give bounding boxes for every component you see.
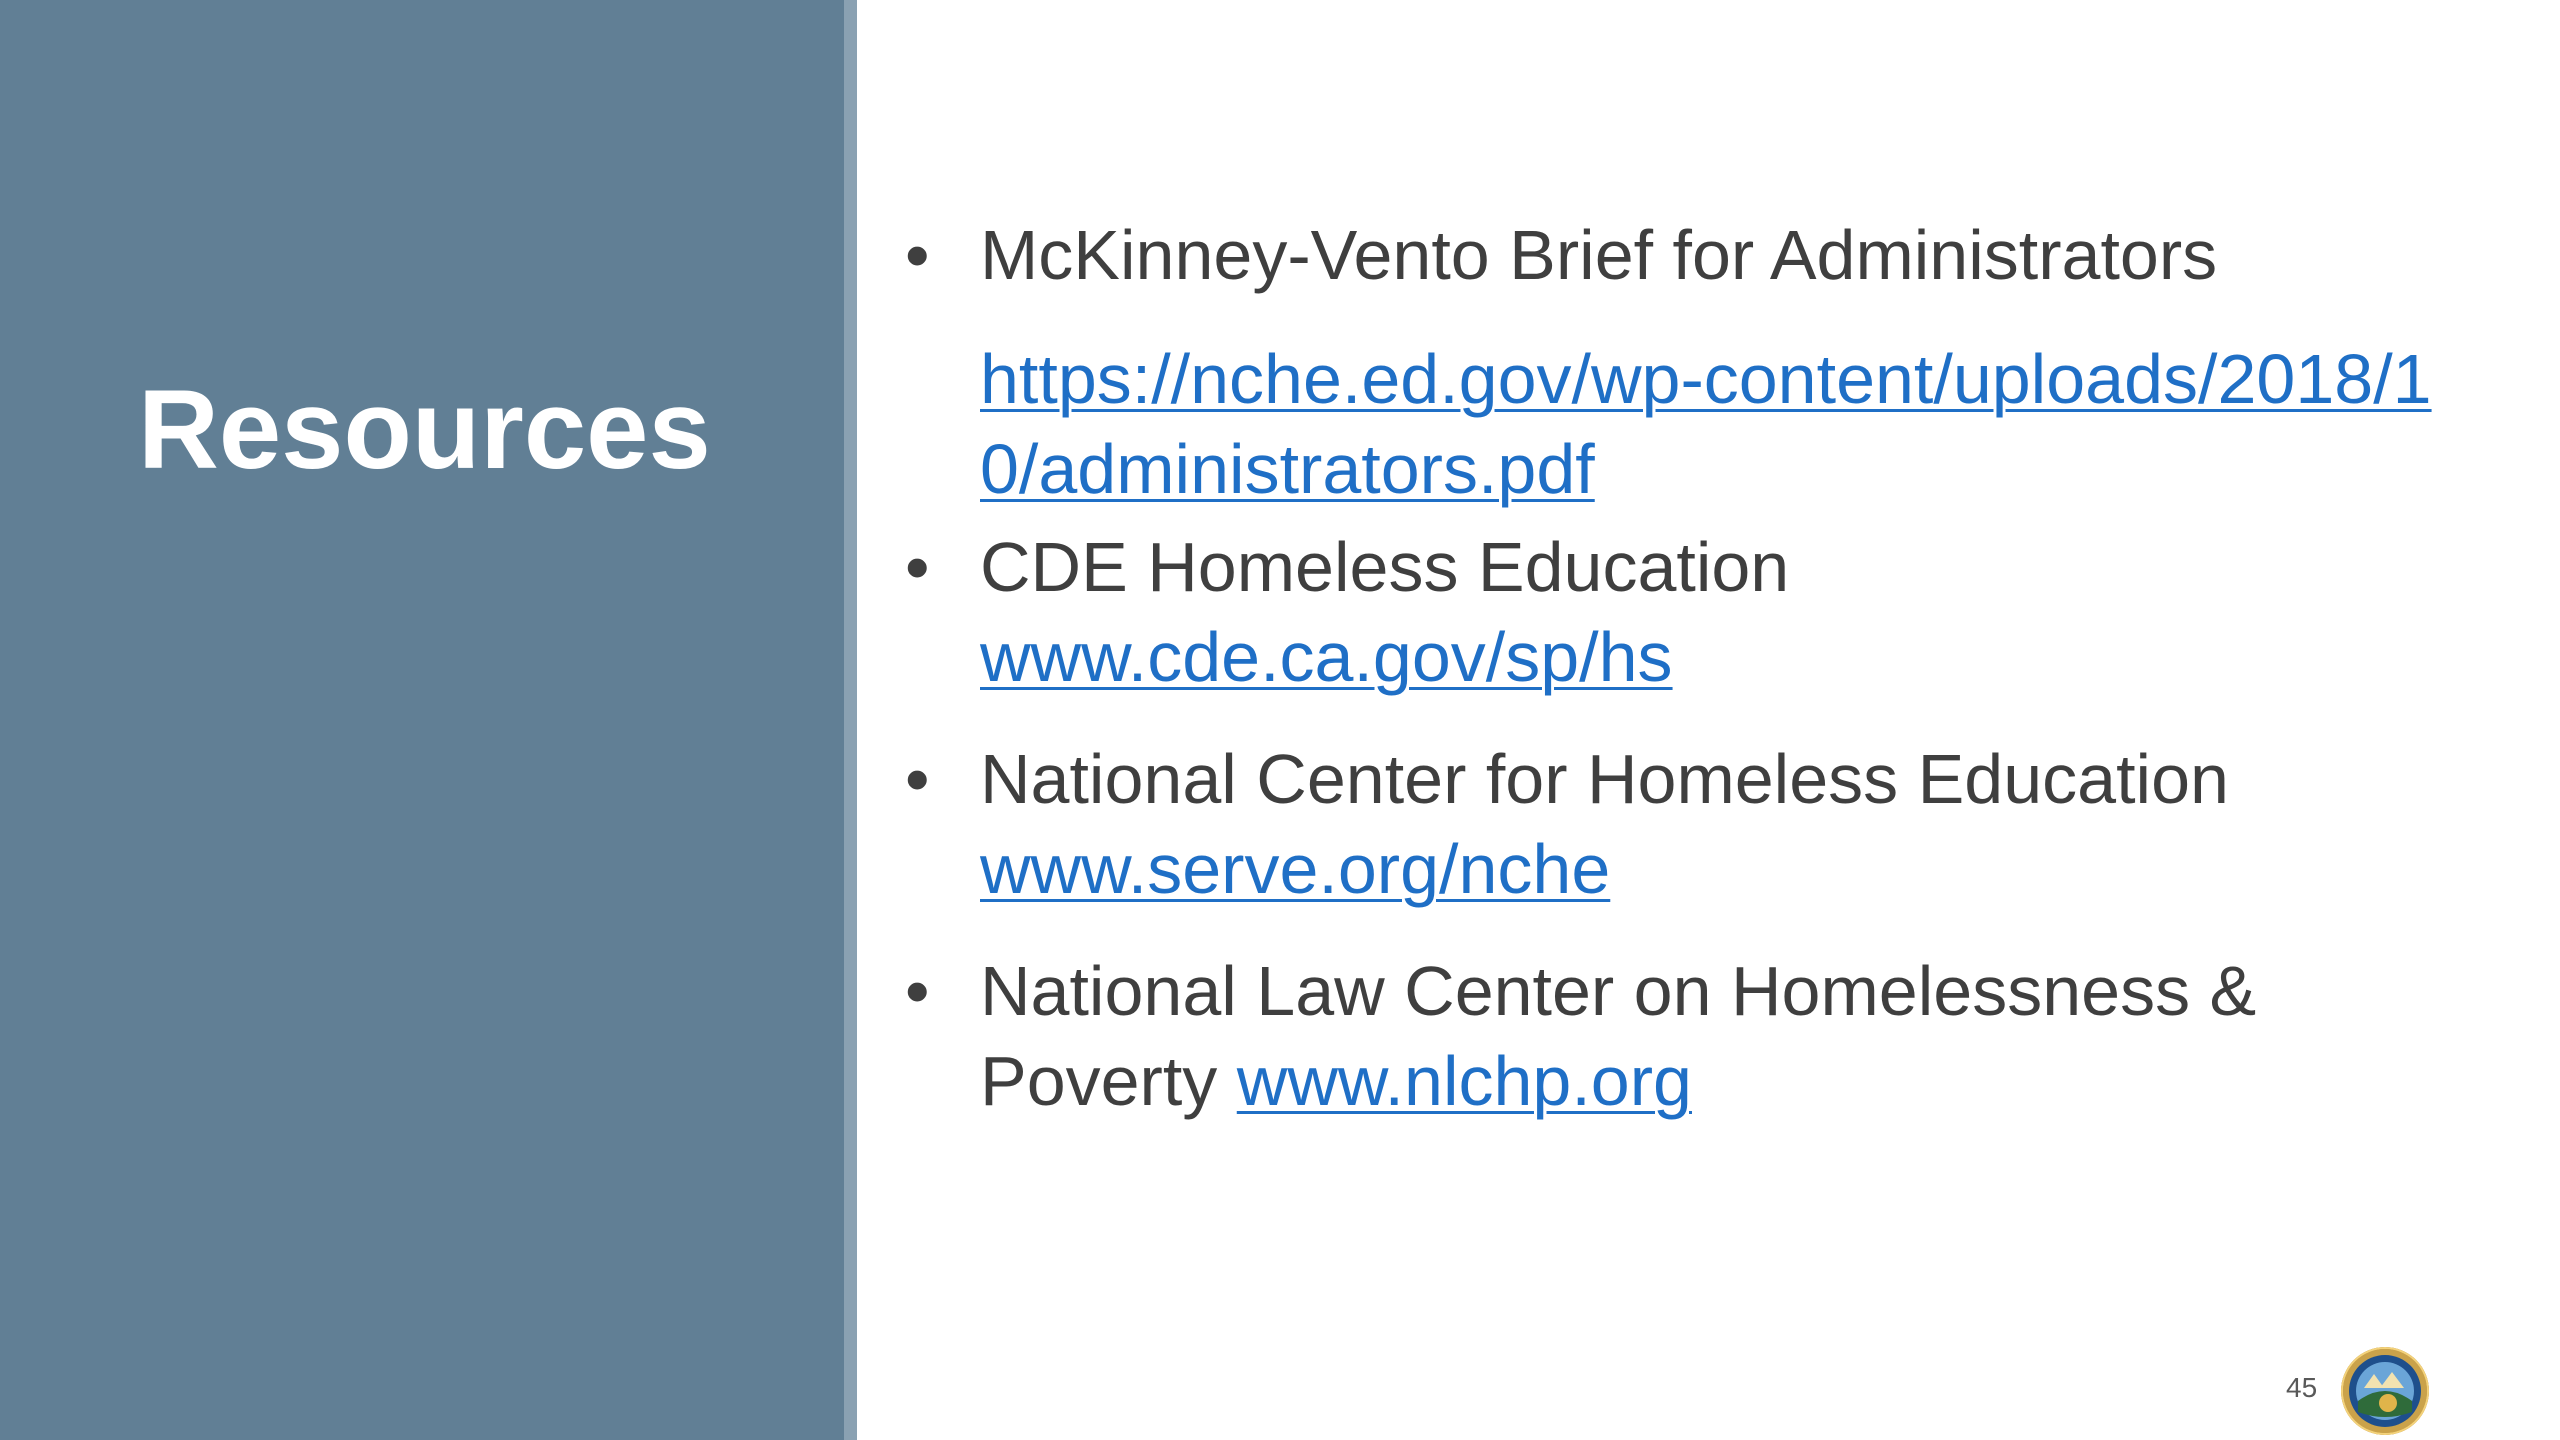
resource-link[interactable]: https://nche.ed.gov/wp-content/uploads/2018/10/administrators.pdf (980, 340, 2432, 508)
resource-list (905, 210, 2465, 1126)
resource-label: National Law Center on Homelessness & Poverty (980, 952, 2257, 1120)
resource-label: McKinney-Vento Brief for Administrators (980, 216, 2218, 294)
bullet: • (905, 952, 930, 1030)
resource-link[interactable]: www.serve.org/nche (980, 830, 1611, 908)
bullet: • (905, 740, 930, 818)
resource-link[interactable]: www.nlchp.org (1236, 1042, 1692, 1120)
resource-link[interactable]: www.cde.ca.gov/sp/hs (980, 618, 1673, 696)
list-item (905, 946, 2465, 1126)
bullet: • (905, 528, 930, 606)
bullet: • (905, 216, 930, 294)
panel-edge (844, 0, 857, 1440)
title-panel (0, 0, 857, 1440)
list-item (905, 210, 2465, 514)
list-item (905, 734, 2465, 914)
list-item (905, 522, 2465, 702)
page-number: 45 (2286, 1372, 2318, 1403)
slide-title: Resources (138, 367, 711, 492)
resource-label: CDE Homeless Education (980, 528, 1790, 606)
resource-label: National Center for Homeless Education (980, 740, 2229, 818)
state-seal-icon (2340, 1346, 2430, 1436)
